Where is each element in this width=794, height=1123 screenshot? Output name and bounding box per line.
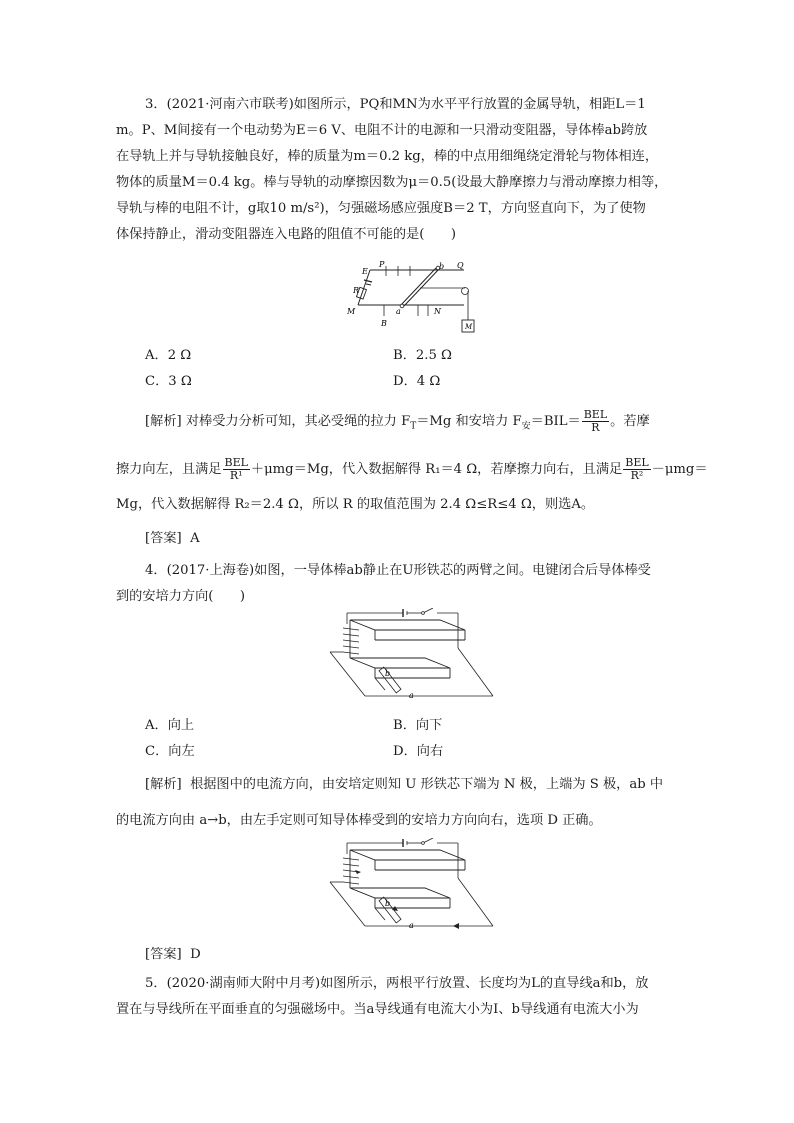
fraction-denominator: R¹: [229, 469, 243, 482]
analysis-text: ＝BIL＝: [530, 414, 581, 429]
answer-value: A: [190, 531, 200, 546]
q3-option-c: C．3 Ω: [145, 374, 192, 389]
fraction-numerator: BEL: [224, 456, 248, 469]
analysis-text: 。若摩: [610, 414, 650, 429]
q3-text-line: 导轨与棒的电阻不计，g取10 m/s²)，匀强磁场感应强度B＝2 T，方向竖直向下，为了使物: [116, 201, 646, 216]
analysis-text: 对棒受力分析可知，其必受绳的拉力 F: [185, 414, 411, 429]
fraction-denominator: R: [591, 421, 600, 434]
q4-analysis-line: [145, 776, 663, 794]
answer-tag: [答案]: [145, 531, 182, 546]
fig-label-bfield: B: [381, 319, 387, 328]
q4-answer: [145, 946, 201, 964]
fraction: [623, 457, 650, 482]
q3-analysis-line: [145, 409, 650, 436]
analysis-text: ＝Mg 和安培力 F: [416, 414, 522, 429]
fig-label-mass: M: [465, 323, 473, 331]
q4-text-line: 到的安培力方向( ): [116, 589, 245, 604]
fraction-numerator: BEL: [625, 456, 649, 469]
fraction: [223, 457, 250, 482]
analysis-text: 根据图中的电流方向，由安培定则知 U 形铁芯下端为 N 极，上端为 S 极，ab 中: [190, 777, 664, 792]
analysis-text: －μmg＝: [651, 462, 708, 477]
q4-option-a: A．向上: [145, 718, 195, 733]
fraction-numerator: BEL: [583, 408, 608, 421]
q3-option-a: A．2 Ω: [145, 348, 192, 363]
fig-label-m: M: [347, 307, 356, 316]
q3-analysis-line: Mg，代入数据解得 R₂＝2.4 Ω，所以 R 的取值范围为 2.4 Ω≤R≤4 Ω，则选A。: [116, 497, 595, 512]
q3-text-line: 物体的质量M＝0.4 kg。棒与导轨的动摩擦因数为μ＝0.5(设最大静摩擦力与滑动摩擦力相等，: [116, 175, 668, 190]
fig-label-b: b: [439, 262, 445, 271]
fraction-denominator: R²: [630, 469, 644, 482]
q3-text-line: 体保持静止，滑动变阻器连入电路的阻值不可能的是( ): [116, 227, 456, 242]
fig4-solution-label-a: a: [409, 921, 414, 930]
q3-text-line: 在导轨上并与导轨接触良好，棒的质量为m＝0.2 kg，棒的中点用细绳绕定滑轮与物体相连，: [116, 149, 659, 164]
fig4-label-a: a: [409, 691, 414, 700]
analysis-text: ＋μmg＝Mg，代入数据解得 R₁＝4 Ω，若摩擦力向右，且满足: [250, 462, 623, 477]
q3-text-line: 3．(2021·河南六市联考)如图所示，PQ和MN为水平平行放置的金属导轨，相距L＝1: [145, 97, 646, 112]
answer-tag: [答案]: [145, 947, 182, 962]
fig4-label-b: b: [385, 669, 391, 678]
analysis-tag: [解析]: [145, 414, 182, 429]
fig-label-r: R: [353, 286, 360, 295]
fig-label-q: Q: [457, 261, 464, 270]
analysis-text: 擦力向左，且满足: [116, 462, 222, 477]
q3-circuit-figure: [338, 258, 488, 338]
subscript: T: [410, 421, 417, 432]
q5-text-line: 5．(2020·湖南师大附中月考)如图所示，两根平行放置、长度均为L的直导线a和b，放: [145, 976, 649, 991]
fig-label-n: N: [434, 307, 441, 316]
q4-option-c: C．向左: [145, 744, 195, 759]
q4-solution-figure: [325, 838, 501, 933]
q4-text-line: 4．(2017·上海卷)如图，一导体棒ab静止在U形铁芯的两臂之间。电键闭合后导体棒受: [145, 563, 651, 578]
fig-label-p: P: [379, 260, 385, 269]
q3-option-b: B．2.5 Ω: [393, 348, 452, 363]
q3-answer: [145, 530, 200, 548]
fig-label-e: E: [362, 267, 368, 276]
q5-text-line: 置在与导线所在平面垂直的匀强磁场中。当a导线通有电流大小为I、b导线通有电流大小为: [116, 1002, 639, 1017]
answer-value: D: [190, 947, 201, 962]
fig4-solution-label-b: b: [385, 899, 391, 908]
q4-option-b: B．向下: [393, 718, 443, 733]
fraction: [582, 409, 609, 434]
q3-analysis-line: [116, 457, 708, 482]
q4-ucore-figure: [325, 608, 501, 703]
q4-option-d: D．向右: [393, 744, 444, 759]
q3-option-d: D．4 Ω: [393, 374, 441, 389]
analysis-tag: [解析]: [145, 777, 182, 792]
subscript: 安: [521, 421, 531, 432]
q4-analysis-line: 的电流方向由 a→b，由左手定则可知导体棒受到的安培力方向向右，选项 D 正确。: [116, 813, 602, 828]
q3-text-line: m。P、M间接有一个电动势为E＝6 V、电阻不计的电源和一只滑动变阻器，导体棒ab跨放: [116, 123, 648, 138]
fig-label-a: a: [396, 307, 401, 316]
